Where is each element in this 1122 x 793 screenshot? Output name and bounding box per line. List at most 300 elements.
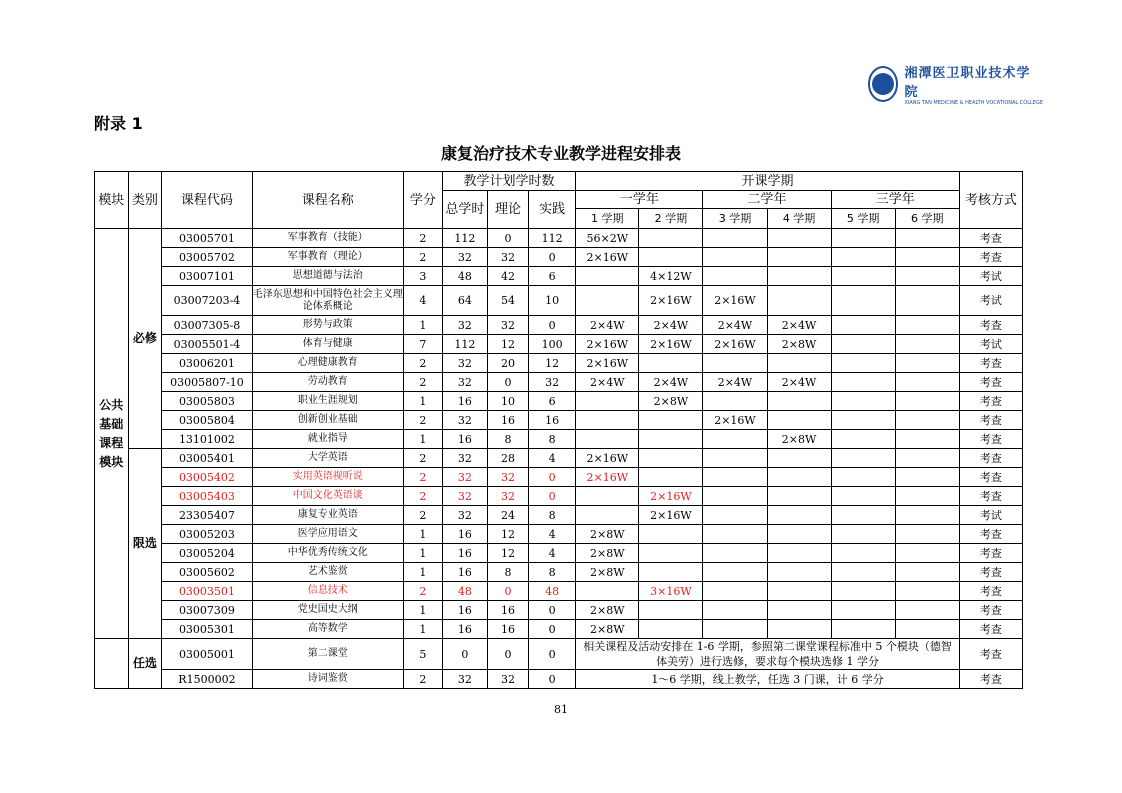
course-credit: 1 — [403, 563, 442, 582]
semester-5-schedule — [831, 229, 895, 248]
semester-2-schedule — [639, 544, 703, 563]
course-total-hours: 48 — [442, 582, 487, 601]
course-code: 03003501 — [162, 582, 252, 601]
semester-2-schedule — [639, 563, 703, 582]
course-name: 形势与政策 — [252, 316, 403, 335]
course-name: 创新创业基础 — [252, 411, 403, 430]
semester-4-schedule — [767, 487, 831, 506]
semester-2-schedule: 2×4W — [639, 373, 703, 392]
exam-method: 考查 — [959, 487, 1022, 506]
course-name: 医学应用语文 — [252, 525, 403, 544]
course-code: 03007309 — [162, 601, 252, 620]
course-credit: 4 — [403, 286, 442, 316]
exam-method: 考查 — [959, 582, 1022, 601]
course-code: 03005401 — [162, 449, 252, 468]
semester-1-schedule — [576, 506, 639, 525]
semester-1-schedule — [576, 392, 639, 411]
exam-method: 考查 — [959, 525, 1022, 544]
semester-6-schedule — [895, 392, 959, 411]
course-name: 实用英语视听说 — [252, 468, 403, 487]
course-practice-hours: 16 — [529, 411, 576, 430]
course-code: 03005203 — [162, 525, 252, 544]
semester-5-schedule — [831, 601, 895, 620]
semester-5-schedule — [831, 468, 895, 487]
semester-1-schedule: 2×4W — [576, 316, 639, 335]
semester-4-schedule: 2×4W — [767, 316, 831, 335]
semester-6-schedule — [895, 335, 959, 354]
semester-2-schedule: 2×16W — [639, 335, 703, 354]
course-code: 03005807-10 — [162, 373, 252, 392]
course-total-hours: 32 — [442, 468, 487, 487]
semester-2-schedule — [639, 411, 703, 430]
course-practice-hours: 32 — [529, 373, 576, 392]
course-name: 军事教育（理论） — [252, 248, 403, 267]
course-theory-hours: 8 — [488, 430, 529, 449]
semester-3-schedule — [703, 582, 767, 601]
course-theory-hours: 32 — [488, 248, 529, 267]
semester-5-schedule — [831, 267, 895, 286]
exam-method: 考查 — [959, 468, 1022, 487]
course-credit: 7 — [403, 335, 442, 354]
header-semester-4: 4 学期 — [767, 209, 831, 229]
semester-4-schedule — [767, 248, 831, 267]
exam-method: 考查 — [959, 316, 1022, 335]
exam-method: 考查 — [959, 601, 1022, 620]
table-row — [95, 449, 1023, 468]
semester-2-schedule: 2×4W — [639, 316, 703, 335]
semester-3-schedule — [703, 449, 767, 468]
course-code: 03007101 — [162, 267, 252, 286]
course-code: 03005301 — [162, 620, 252, 639]
module-cell: 公共基础课程模块 — [95, 229, 129, 639]
table-row — [95, 544, 1023, 563]
semester-3-schedule — [703, 392, 767, 411]
table-row — [95, 392, 1023, 411]
course-name: 信息技术 — [252, 582, 403, 601]
semester-3-schedule: 2×4W — [703, 316, 767, 335]
course-code: 03005001 — [162, 639, 252, 670]
table-row — [95, 411, 1023, 430]
semester-1-schedule — [576, 430, 639, 449]
semester-3-schedule — [703, 620, 767, 639]
semester-6-schedule — [895, 354, 959, 373]
page-title: 康复治疗技术专业教学进程安排表 — [440, 144, 681, 163]
course-theory-hours: 42 — [488, 267, 529, 286]
course-code: 03005501-4 — [162, 335, 252, 354]
course-name: 心理健康教育 — [252, 354, 403, 373]
course-credit: 2 — [403, 670, 442, 689]
schedule-table-body — [95, 229, 1023, 689]
exam-method: 考查 — [959, 354, 1022, 373]
course-name: 诗词鉴赏 — [252, 670, 403, 689]
schedule-table — [94, 171, 1023, 689]
exam-method: 考查 — [959, 392, 1022, 411]
semester-4-schedule — [767, 525, 831, 544]
semester-6-schedule — [895, 468, 959, 487]
semester-note: 1～6 学期，线上教学，任选 3 门课，计 6 学分 — [576, 670, 960, 689]
semester-2-schedule — [639, 449, 703, 468]
semester-6-schedule — [895, 449, 959, 468]
exam-method: 考查 — [959, 248, 1022, 267]
exam-method: 考查 — [959, 670, 1022, 689]
course-total-hours: 112 — [442, 229, 487, 248]
course-total-hours: 32 — [442, 316, 487, 335]
course-practice-hours: 0 — [529, 639, 576, 670]
table-row — [95, 286, 1023, 316]
table-row — [95, 335, 1023, 354]
semester-6-schedule — [895, 487, 959, 506]
header-year-1: 一学年 — [576, 191, 703, 209]
course-credit: 1 — [403, 392, 442, 411]
course-name: 体育与健康 — [252, 335, 403, 354]
course-total-hours: 32 — [442, 670, 487, 689]
header-semester-5: 5 学期 — [831, 209, 895, 229]
table-row — [95, 639, 1023, 670]
header-practice-hours: 实践 — [529, 191, 576, 229]
semester-5-schedule — [831, 286, 895, 316]
semester-1-schedule: 2×8W — [576, 544, 639, 563]
course-total-hours: 32 — [442, 411, 487, 430]
course-theory-hours: 32 — [488, 316, 529, 335]
course-theory-hours: 16 — [488, 620, 529, 639]
course-practice-hours: 4 — [529, 544, 576, 563]
semester-2-schedule — [639, 601, 703, 620]
course-practice-hours: 0 — [529, 316, 576, 335]
table-row — [95, 506, 1023, 525]
semester-3-schedule — [703, 468, 767, 487]
semester-5-schedule — [831, 563, 895, 582]
course-name: 职业生涯规划 — [252, 392, 403, 411]
semester-1-schedule: 2×16W — [576, 248, 639, 267]
semester-2-schedule — [639, 354, 703, 373]
semester-1-schedule: 2×8W — [576, 525, 639, 544]
semester-5-schedule — [831, 487, 895, 506]
semester-1-schedule — [576, 267, 639, 286]
semester-3-schedule — [703, 544, 767, 563]
semester-4-schedule — [767, 411, 831, 430]
semester-5-schedule — [831, 316, 895, 335]
course-credit: 2 — [403, 411, 442, 430]
course-code: 03005803 — [162, 392, 252, 411]
semester-2-schedule — [639, 525, 703, 544]
course-theory-hours: 12 — [488, 525, 529, 544]
semester-3-schedule — [703, 248, 767, 267]
course-theory-hours: 16 — [488, 411, 529, 430]
logo-chinese-name: 湘潭医卫职业技术学院 — [904, 66, 1031, 100]
table-row — [95, 620, 1023, 639]
semester-1-schedule — [576, 411, 639, 430]
header-semester-group: 开课学期 — [576, 172, 960, 191]
semester-6-schedule — [895, 316, 959, 335]
exam-method: 考查 — [959, 449, 1022, 468]
semester-6-schedule — [895, 582, 959, 601]
semester-2-schedule: 2×16W — [639, 286, 703, 316]
course-credit: 2 — [403, 229, 442, 248]
semester-2-schedule — [639, 620, 703, 639]
course-total-hours: 16 — [442, 392, 487, 411]
semester-3-schedule — [703, 563, 767, 582]
table-row — [95, 601, 1023, 620]
semester-3-schedule: 2×16W — [703, 411, 767, 430]
semester-5-schedule — [831, 354, 895, 373]
table-row — [95, 468, 1023, 487]
college-logo — [868, 64, 1043, 104]
semester-5-schedule — [831, 248, 895, 267]
semester-6-schedule — [895, 506, 959, 525]
course-practice-hours: 100 — [529, 335, 576, 354]
course-code: 03005402 — [162, 468, 252, 487]
course-credit: 3 — [403, 267, 442, 286]
header-semester-3: 3 学期 — [703, 209, 767, 229]
table-row — [95, 670, 1023, 689]
course-practice-hours: 12 — [529, 354, 576, 373]
course-credit: 1 — [403, 316, 442, 335]
course-total-hours: 32 — [442, 487, 487, 506]
course-code: 03005701 — [162, 229, 252, 248]
category-required: 必修 — [128, 229, 162, 449]
semester-4-schedule — [767, 229, 831, 248]
exam-method: 考查 — [959, 373, 1022, 392]
logo-english-name: XIANG TAN MEDICINE & HEALTH VOCATIONAL COLLEGE — [904, 100, 1043, 106]
course-credit: 2 — [403, 468, 442, 487]
course-credit: 5 — [403, 639, 442, 670]
course-code: 03007305-8 — [162, 316, 252, 335]
semester-3-schedule — [703, 267, 767, 286]
course-practice-hours: 6 — [529, 267, 576, 286]
header-theory-hours: 理论 — [488, 191, 529, 229]
semester-1-schedule: 2×16W — [576, 449, 639, 468]
course-name: 毛泽东思想和中国特色社会主义理论体系概论 — [252, 286, 403, 316]
semester-1-schedule: 56×2W — [576, 229, 639, 248]
category-limited: 限选 — [128, 449, 162, 639]
course-practice-hours: 10 — [529, 286, 576, 316]
semester-1-schedule: 2×4W — [576, 373, 639, 392]
semester-4-schedule — [767, 267, 831, 286]
course-theory-hours: 16 — [488, 601, 529, 620]
semester-3-schedule — [703, 430, 767, 449]
course-name: 劳动教育 — [252, 373, 403, 392]
table-row — [95, 248, 1023, 267]
header-module: 模块 — [95, 172, 129, 229]
semester-3-schedule — [703, 354, 767, 373]
semester-3-schedule: 2×16W — [703, 335, 767, 354]
course-total-hours: 32 — [442, 373, 487, 392]
course-total-hours: 48 — [442, 267, 487, 286]
semester-6-schedule — [895, 601, 959, 620]
semester-4-schedule: 2×8W — [767, 335, 831, 354]
header-hours-group: 教学计划学时数 — [442, 172, 575, 191]
semester-4-schedule — [767, 563, 831, 582]
course-credit: 1 — [403, 525, 442, 544]
semester-4-schedule — [767, 601, 831, 620]
exam-method: 考查 — [959, 544, 1022, 563]
semester-5-schedule — [831, 620, 895, 639]
semester-4-schedule — [767, 582, 831, 601]
exam-method: 考查 — [959, 639, 1022, 670]
course-code: 03007203-4 — [162, 286, 252, 316]
semester-6-schedule — [895, 544, 959, 563]
course-name: 军事教育（技能） — [252, 229, 403, 248]
course-credit: 2 — [403, 506, 442, 525]
semester-2-schedule: 2×16W — [639, 487, 703, 506]
course-total-hours: 32 — [442, 354, 487, 373]
course-practice-hours: 0 — [529, 487, 576, 506]
semester-2-schedule — [639, 468, 703, 487]
course-credit: 1 — [403, 430, 442, 449]
semester-1-schedule — [576, 582, 639, 601]
course-total-hours: 16 — [442, 430, 487, 449]
semester-6-schedule — [895, 373, 959, 392]
course-theory-hours: 32 — [488, 468, 529, 487]
header-semester-1: 1 学期 — [576, 209, 639, 229]
course-credit: 1 — [403, 620, 442, 639]
course-total-hours: 16 — [442, 601, 487, 620]
course-total-hours: 32 — [442, 506, 487, 525]
course-total-hours: 32 — [442, 248, 487, 267]
semester-4-schedule — [767, 468, 831, 487]
semester-1-schedule: 2×8W — [576, 601, 639, 620]
semester-3-schedule — [703, 506, 767, 525]
course-practice-hours: 8 — [529, 430, 576, 449]
exam-method: 考试 — [959, 267, 1022, 286]
semester-1-schedule — [576, 286, 639, 316]
semester-6-schedule — [895, 525, 959, 544]
course-theory-hours: 32 — [488, 487, 529, 506]
header-credit: 学分 — [403, 172, 442, 229]
course-name: 就业指导 — [252, 430, 403, 449]
table-row — [95, 229, 1023, 248]
course-practice-hours: 0 — [529, 601, 576, 620]
semester-6-schedule — [895, 248, 959, 267]
course-theory-hours: 12 — [488, 544, 529, 563]
semester-note: 相关课程及活动安排在 1-6 学期，参照第二课堂课程标准中 5 个模块（德智体美劳）进行选修，要求每个模块选修 1 学分 — [576, 639, 960, 670]
table-row — [95, 267, 1023, 286]
course-total-hours: 16 — [442, 563, 487, 582]
semester-3-schedule — [703, 487, 767, 506]
course-total-hours: 112 — [442, 335, 487, 354]
semester-1-schedule: 2×8W — [576, 563, 639, 582]
header-year-3: 三学年 — [831, 191, 959, 209]
course-practice-hours: 0 — [529, 670, 576, 689]
semester-4-schedule — [767, 449, 831, 468]
semester-4-schedule — [767, 506, 831, 525]
course-theory-hours: 8 — [488, 563, 529, 582]
category-optional: 任选 — [128, 639, 162, 689]
semester-1-schedule: 2×16W — [576, 354, 639, 373]
semester-3-schedule: 2×16W — [703, 286, 767, 316]
course-name: 中国文化英语谈 — [252, 487, 403, 506]
semester-4-schedule — [767, 544, 831, 563]
semester-3-schedule: 2×4W — [703, 373, 767, 392]
semester-2-schedule — [639, 229, 703, 248]
semester-4-schedule: 2×4W — [767, 373, 831, 392]
course-theory-hours: 10 — [488, 392, 529, 411]
header-exam-method: 考核方式 — [959, 172, 1022, 229]
table-row — [95, 525, 1023, 544]
course-name: 第二课堂 — [252, 639, 403, 670]
course-theory-hours: 0 — [488, 582, 529, 601]
course-name: 高等数学 — [252, 620, 403, 639]
college-emblem-icon — [868, 66, 898, 102]
exam-method: 考查 — [959, 411, 1022, 430]
semester-6-schedule — [895, 563, 959, 582]
course-total-hours: 16 — [442, 620, 487, 639]
table-row — [95, 582, 1023, 601]
course-total-hours: 0 — [442, 639, 487, 670]
course-code: 03006201 — [162, 354, 252, 373]
course-total-hours: 16 — [442, 525, 487, 544]
exam-method: 考查 — [959, 430, 1022, 449]
course-theory-hours: 0 — [488, 229, 529, 248]
header-semester-6: 6 学期 — [895, 209, 959, 229]
semester-2-schedule: 2×8W — [639, 392, 703, 411]
course-total-hours: 64 — [442, 286, 487, 316]
course-credit: 2 — [403, 487, 442, 506]
course-theory-hours: 54 — [488, 286, 529, 316]
course-name: 思想道德与法治 — [252, 267, 403, 286]
semester-1-schedule: 2×16W — [576, 335, 639, 354]
course-practice-hours: 6 — [529, 392, 576, 411]
course-total-hours: 32 — [442, 449, 487, 468]
exam-method: 考查 — [959, 620, 1022, 639]
semester-4-schedule — [767, 392, 831, 411]
course-practice-hours: 8 — [529, 563, 576, 582]
semester-5-schedule — [831, 335, 895, 354]
header-course-name: 课程名称 — [252, 172, 403, 229]
course-practice-hours: 0 — [529, 620, 576, 639]
header-course-code: 课程代码 — [162, 172, 252, 229]
table-row — [95, 430, 1023, 449]
semester-2-schedule: 3×16W — [639, 582, 703, 601]
semester-5-schedule — [831, 582, 895, 601]
exam-method: 考查 — [959, 563, 1022, 582]
course-code: 03005403 — [162, 487, 252, 506]
course-credit: 1 — [403, 601, 442, 620]
course-theory-hours: 24 — [488, 506, 529, 525]
header-semester-2: 2 学期 — [639, 209, 703, 229]
semester-5-schedule — [831, 544, 895, 563]
course-credit: 2 — [403, 248, 442, 267]
semester-2-schedule — [639, 430, 703, 449]
course-total-hours: 16 — [442, 544, 487, 563]
table-row — [95, 487, 1023, 506]
course-credit: 1 — [403, 544, 442, 563]
course-name: 中华优秀传统文化 — [252, 544, 403, 563]
header-category: 类别 — [128, 172, 162, 229]
course-theory-hours: 32 — [488, 670, 529, 689]
semester-5-schedule — [831, 411, 895, 430]
course-code: 13101002 — [162, 430, 252, 449]
semester-3-schedule — [703, 525, 767, 544]
semester-6-schedule — [895, 267, 959, 286]
course-credit: 2 — [403, 373, 442, 392]
exam-method: 考试 — [959, 286, 1022, 316]
semester-3-schedule — [703, 601, 767, 620]
semester-1-schedule — [576, 487, 639, 506]
semester-6-schedule — [895, 620, 959, 639]
course-credit: 2 — [403, 354, 442, 373]
course-theory-hours: 0 — [488, 639, 529, 670]
semester-5-schedule — [831, 506, 895, 525]
semester-4-schedule — [767, 286, 831, 316]
semester-2-schedule — [639, 248, 703, 267]
semester-6-schedule — [895, 411, 959, 430]
course-practice-hours: 0 — [529, 248, 576, 267]
table-row — [95, 563, 1023, 582]
course-theory-hours: 12 — [488, 335, 529, 354]
semester-5-schedule — [831, 430, 895, 449]
semester-4-schedule — [767, 620, 831, 639]
